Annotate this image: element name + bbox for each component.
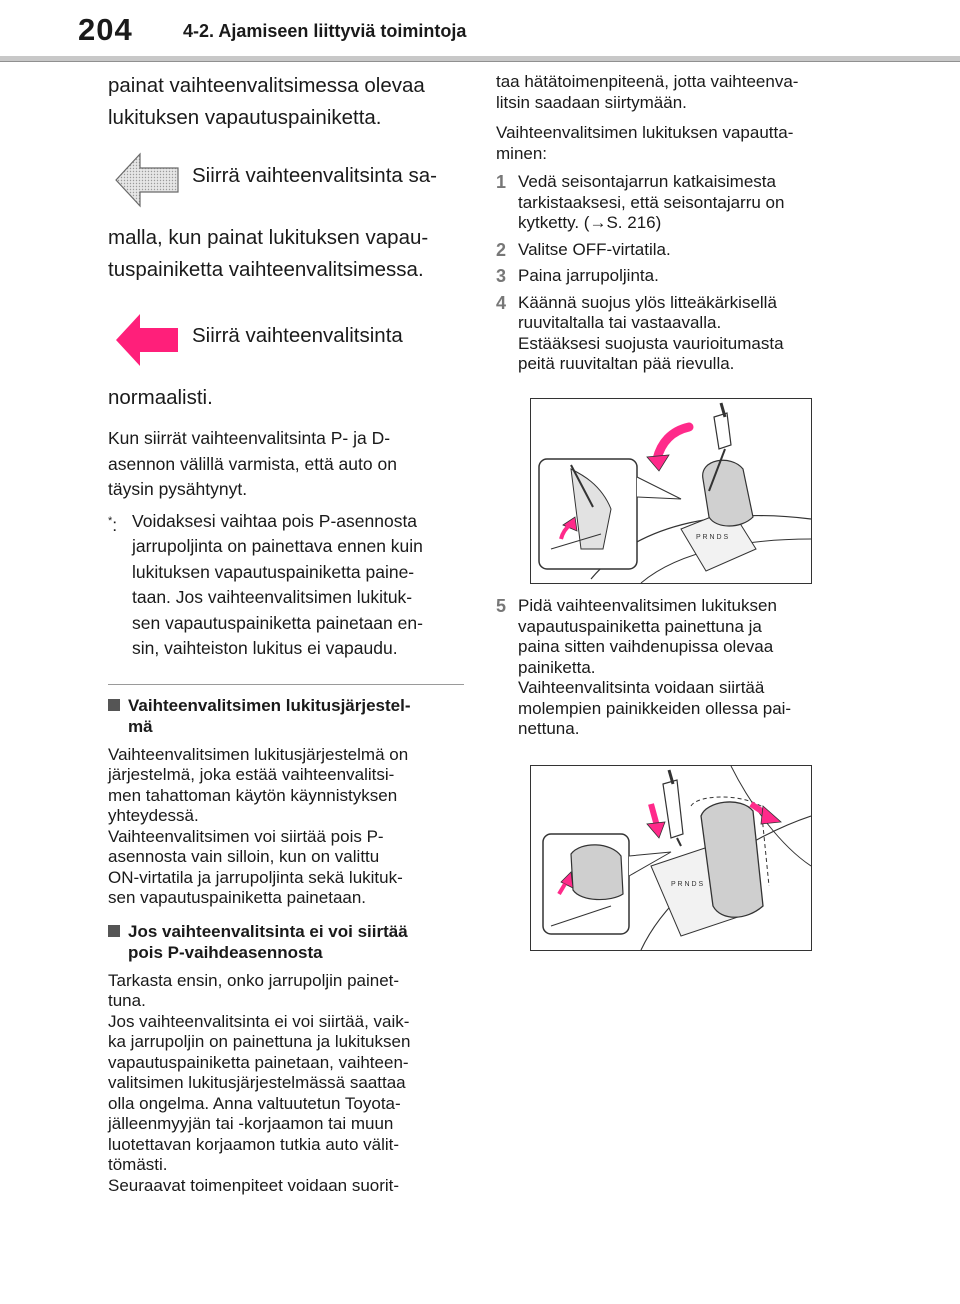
para2-line-2: tuna. [108, 991, 146, 1010]
page-number: 204 [78, 12, 133, 47]
bullet-square-icon [108, 699, 120, 711]
para2-line-3: Jos vaihteenvalitsinta ei voi siirtää, vaik- [108, 1011, 410, 1031]
page-header [0, 0, 960, 62]
para1-line-1: Vaihteenvalitsimen lukitusjärjestelmä on [108, 744, 409, 764]
step-number: 4 [496, 292, 507, 313]
svg-text:P R N D S: P R N D S [696, 534, 729, 541]
left-column [108, 70, 464, 1196]
para1-line-7: ON-virtatila ja jarrupoljinta sekä lukituk- [108, 867, 403, 887]
step4-line-1: Käännä suojus ylös litteäkärkisellä [518, 292, 777, 312]
step5-line-3: paina sitten vaihdenupissa olevaa [518, 637, 774, 656]
step4-line-4: peitä ruuvitaltan pää rievulla. [518, 354, 735, 373]
step-1 [496, 172, 852, 234]
gray-left-arrow-icon [114, 152, 180, 208]
step-number: 1 [496, 172, 507, 192]
step-number: 5 [496, 596, 507, 616]
step5-line-7: nettuna. [518, 719, 580, 738]
step3-line-1: Paina jarrupoljinta. [518, 266, 659, 285]
footnote [108, 509, 464, 662]
right-column-lower [496, 596, 852, 746]
section-divider [108, 684, 464, 685]
para2-line-8: jälleenmyyjän tai -korjaamon tai muun [108, 1114, 394, 1133]
footnote-mark: *: [108, 514, 118, 535]
right-column [496, 72, 852, 381]
para2-line-4: ka jarrupoljin on painettuna ja lukituksen [108, 1032, 411, 1051]
para2-line-6: valitsimen lukitusjärjestelmässä saattaa [108, 1073, 406, 1092]
intro-line-2: lukituksen vapautuspainiketta. [108, 106, 382, 129]
step4-line-3: Estääksesi suojusta vaurioitumasta [518, 333, 784, 353]
paragraph-shift-lock [108, 745, 464, 909]
heading1-line-2: mä [128, 716, 153, 736]
caution-line-1: Kun siirrät vaihteenvalitsinta P- ja D- [108, 428, 391, 448]
heading2-line-1: Jos vaihteenvalitsinta ei voi siirtää [128, 921, 408, 941]
footnote-line-3: lukituksen vapautuspainiketta paine- [132, 561, 415, 582]
para1-line-8: sen vapautuspainiketta painetaan. [108, 888, 367, 907]
cont-line-2: litsin saadaan siirtymään. [496, 92, 687, 112]
footnote-line-6: sin, vaihteiston lukitus ei vapaudu. [132, 638, 398, 658]
step-4 [496, 293, 852, 375]
step2-line-1: Valitse OFF-virtatila. [518, 239, 671, 259]
para1-line-3: men tahattoman käytön käynnistyksen [108, 785, 398, 805]
para2-line-7: olla ongelma. Anna valtuutetun Toyota- [108, 1093, 401, 1113]
after-arrow1-line-2: tuspainiketta vaihteenvalitsimessa. [108, 258, 424, 281]
shift-cover-illustration [531, 399, 811, 583]
arrow-row-slow [108, 152, 464, 212]
cont-line-1: taa hätätoimenpiteenä, jotta vaihteenva- [496, 72, 799, 91]
arrow-row-normal [108, 312, 464, 372]
step-number: 3 [496, 266, 507, 286]
para1-line-4: yhteydessä. [108, 806, 199, 825]
arrow2-text: Siirrä vaihteenvalitsinta [192, 324, 403, 347]
step5-line-5: Vaihteenvalitsinta voidaan siirtää [518, 678, 765, 697]
caution-line-3: täysin pysähtynyt. [108, 479, 248, 499]
step-number: 2 [496, 239, 507, 260]
heading1-line-1: Vaihteenvalitsimen lukitusjärjestel- [128, 695, 411, 715]
figure-screwdriver-cover [530, 398, 812, 584]
figure-press-buttons [530, 765, 812, 951]
after-arrow1-line-1: malla, kun painat lukituksen vapau- [108, 226, 429, 249]
para1-line-2: järjestelmä, joka estää vaihteenvalitsi- [108, 765, 395, 784]
heading2-line-2: pois P-vaihdeasennosta [128, 942, 323, 962]
step5-line-4: painiketta. [518, 657, 596, 677]
section-title: 4-2. Ajamiseen liittyviä toimintoja [183, 21, 467, 41]
paragraph-cannot-shift [108, 971, 464, 1197]
step4-line-2: ruuvitaltalla tai vastaavalla. [518, 313, 722, 332]
step1-line-3: kytketty. (→S. 216) [518, 213, 662, 232]
release-title-line-2: minen: [496, 143, 548, 163]
step1-line-1: Vedä seisontajarrun katkaisimesta [518, 172, 776, 191]
para1-line-6: asennosta vain silloin, kun on valittu [108, 847, 380, 866]
para2-line-10: tömästi. [108, 1155, 168, 1174]
para2-line-11: Seuraavat toimenpiteet voidaan suorit- [108, 1175, 400, 1195]
caution-block [108, 426, 464, 503]
para2-line-5: vapautuspainiketta painetaan, vaihteen- [108, 1052, 409, 1072]
pink-left-arrow-icon [114, 312, 180, 368]
svg-text:P R N D S: P R N D S [671, 881, 704, 888]
intro-line-1: painat vaihteenvalitsimessa olevaa [108, 74, 425, 97]
step-5 [496, 596, 852, 740]
heading-shift-lock-system [108, 695, 464, 737]
release-title-line-1: Vaihteenvalitsimen lukituksen vapautta- [496, 123, 794, 142]
step1-line-2: tarkistaaksesi, että seisontajarru on [518, 192, 785, 212]
para1-line-5: Vaihteenvalitsimen voi siirtää pois P- [108, 826, 384, 846]
arrow1-text: Siirrä vaihteenvalitsinta sa- [192, 164, 437, 187]
header-divider [0, 56, 960, 62]
footnote-line-2: jarrupoljinta on painettava ennen kuin [132, 536, 423, 556]
step5-line-2: vapautuspainiketta painettuna ja [518, 616, 762, 636]
after-arrow2: normaalisti. [108, 386, 213, 409]
step5-line-6: molempien painikkeiden ollessa pai- [518, 698, 792, 718]
step5-line-1: Pidä vaihteenvalitsimen lukituksen [518, 596, 777, 615]
para2-line-1: Tarkasta ensin, onko jarrupoljin painet- [108, 970, 400, 990]
step-2 [496, 240, 852, 261]
para2-line-9: luotettavan korjaamon tutkia auto välit- [108, 1134, 400, 1154]
shift-press-illustration [531, 766, 811, 950]
step-3 [496, 266, 852, 287]
footnote-line-1: Voidaksesi vaihtaa pois P-asennosta [132, 510, 418, 531]
footnote-line-4: taan. Jos vaihteenvalitsimen lukituk- [132, 587, 413, 607]
bullet-square-icon [108, 925, 120, 937]
footnote-line-5: sen vapautuspainiketta painetaan en- [132, 612, 423, 633]
caution-line-2: asennon välillä varmista, että auto on [108, 453, 397, 474]
heading-cannot-shift [108, 921, 464, 963]
